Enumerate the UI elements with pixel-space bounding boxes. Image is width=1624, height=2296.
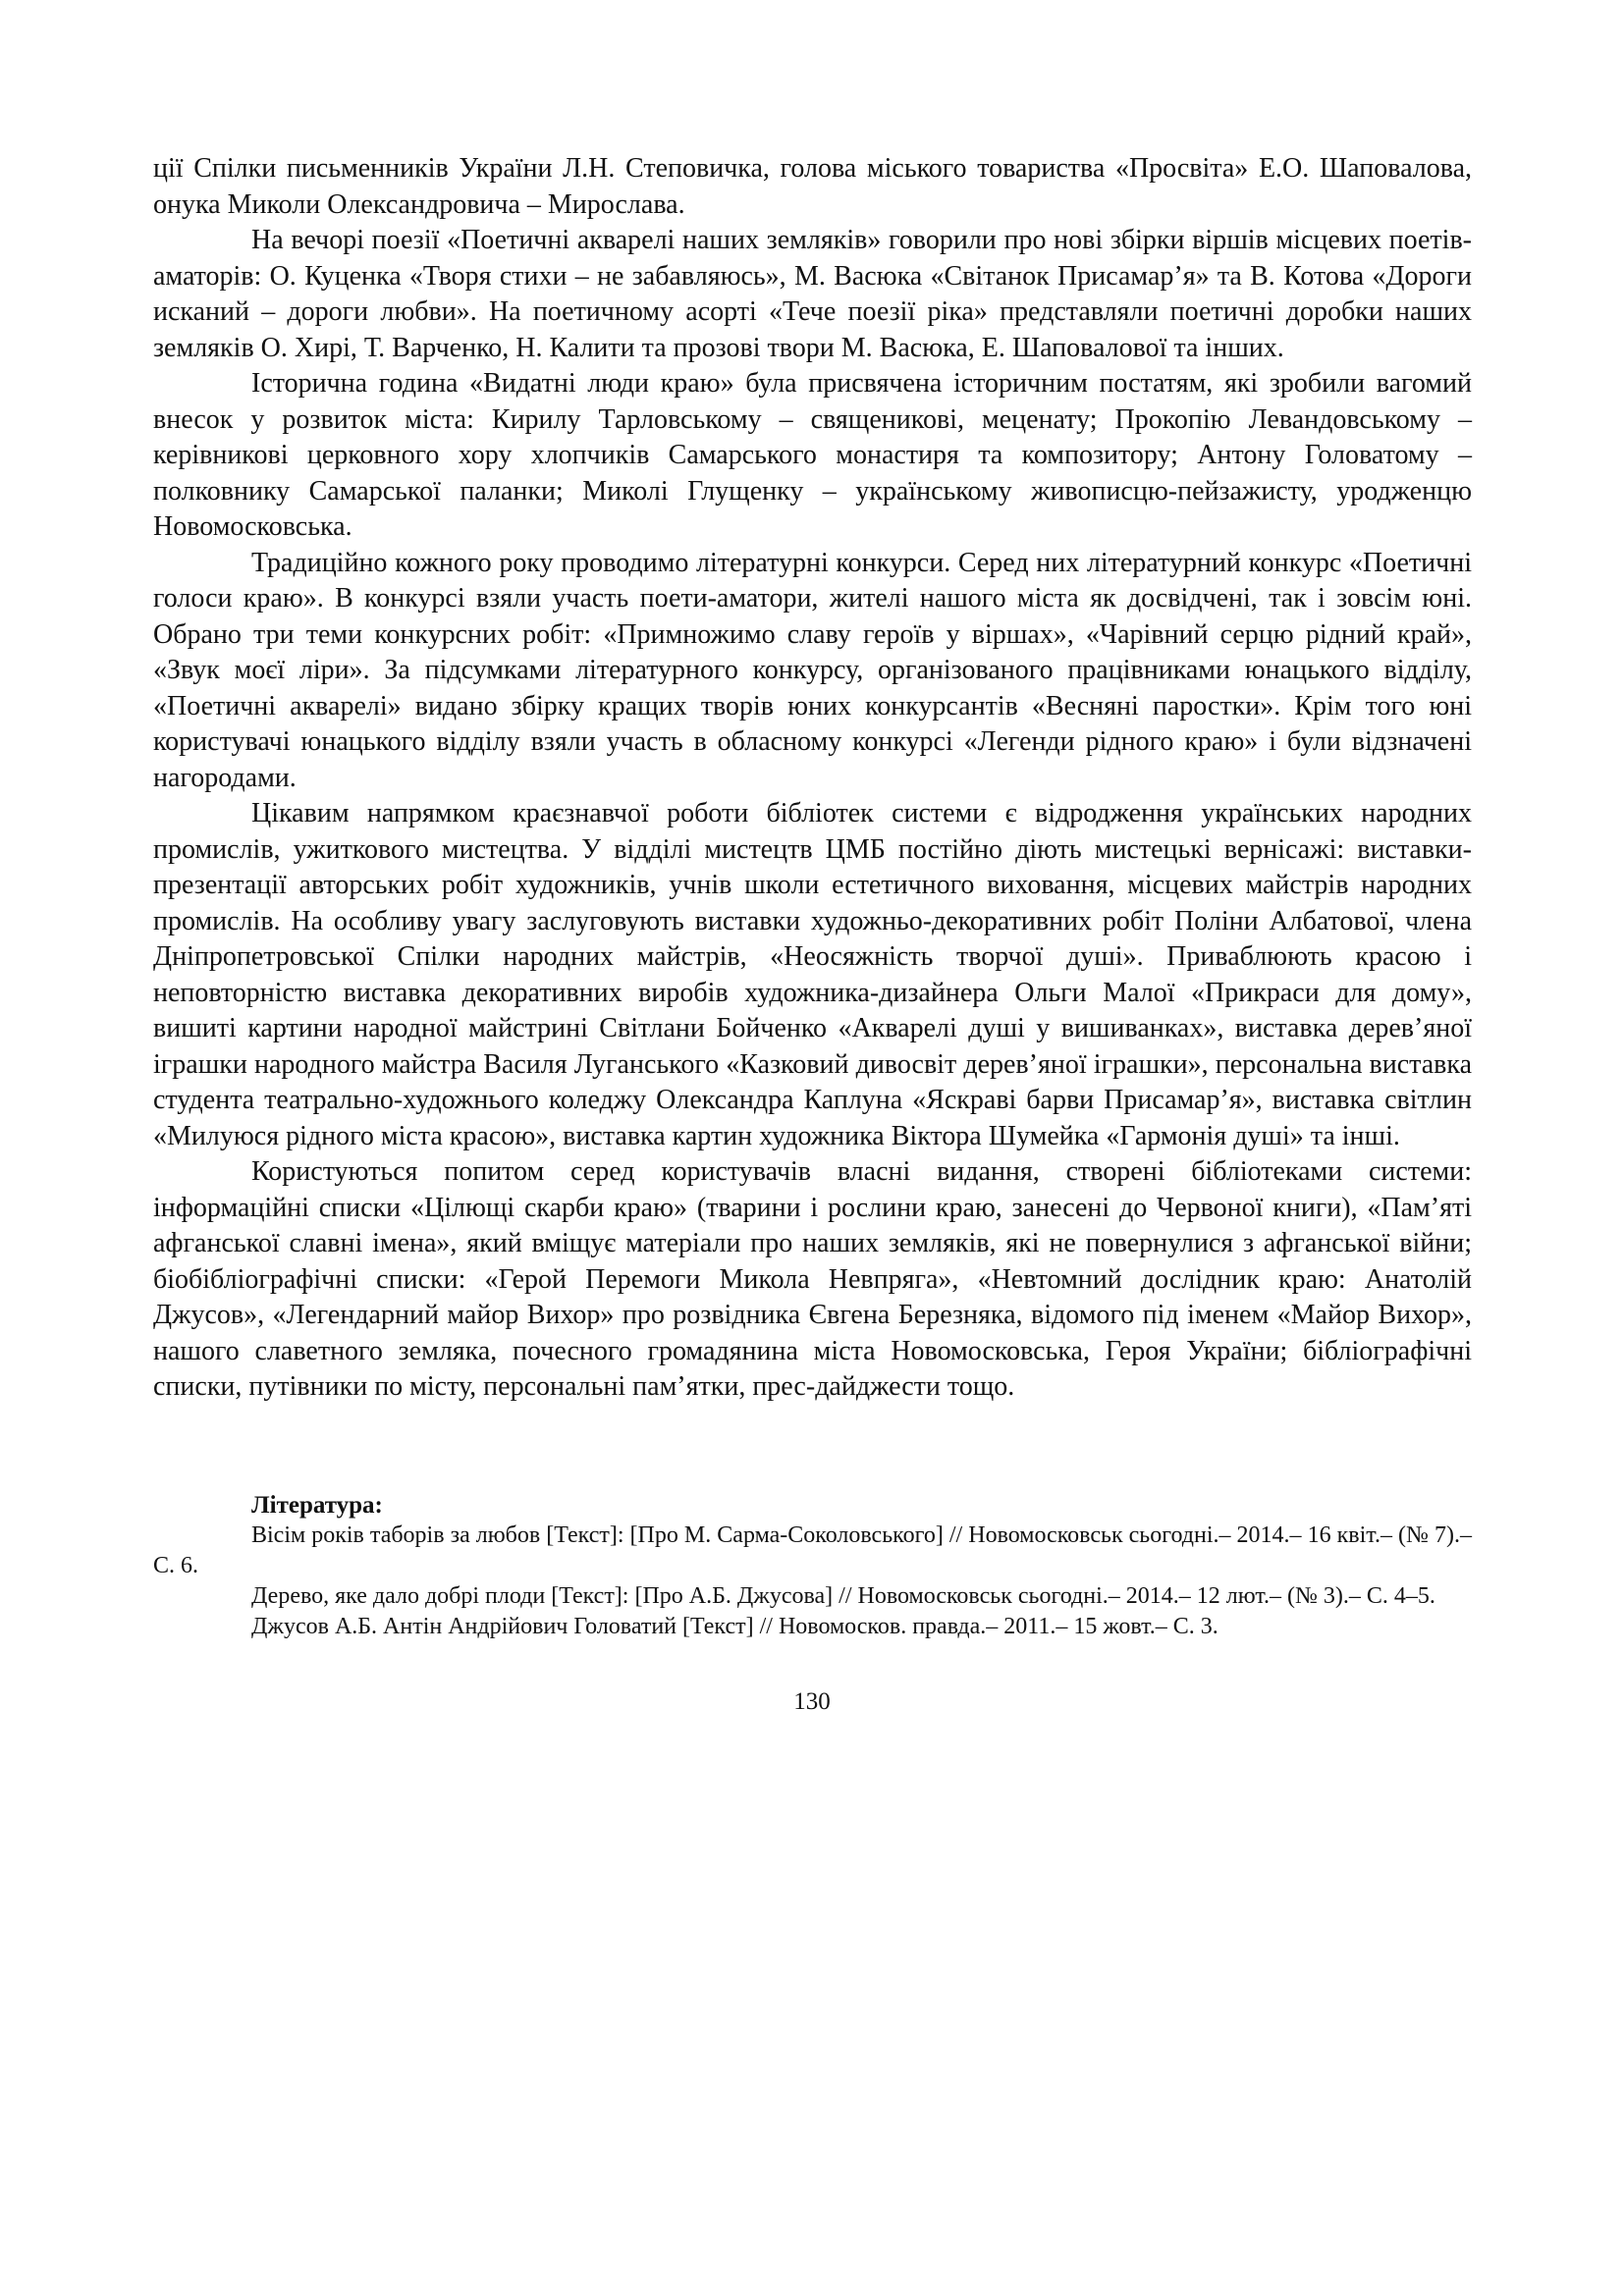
- paragraph-continuation: ції Спілки письменників України Л.Н. Степовичка, голова міського товариства «Просвіта» Е.О. Шаповалова, онука Миколи Олександровича – Мирослава.: [153, 153, 1472, 220]
- paragraph-folk-crafts: Цікавим напрямком краєзнавчої роботи бібліотек системи є відродження українських народних промислів, ужиткового мистецтва. У відділі мистецтв ЦМБ постійно діють мистецькі вернісажі: виставки-презентації авторських робіт художників, учнів школи естетичного виховання, місцевих майстрів народних промислів. На особливу увагу заслуговують виставки художньо-декоративних робіт Поліни Албатової, члена Дніпропетровської Спілки народних майстрів, «Неосяжність творчої душі». Приваблюють красою і неповторністю виставка декоративних виробів художника-дизайнера Ольги Малої «Прикраси для дому», вишиті картини народної майстрині Світлани Бойченко «Акварелі душі у вишиванках», виставка дерев’яної іграшки народного майстра Василя Луганського «Казковий дивосвіт дерев’яної іграшки», персональна виставка студента театрально-художнього коледжу Олександра Каплуна «Яскраві барви Присамар’я», виставка світлин «Милуюся рідного міста красою», виставка картин художника Віктора Шумейка «Гармонія душі» та інші.: [153, 798, 1472, 1151]
- page-number: 130: [793, 1688, 831, 1715]
- paragraph-literary-contests: Традиційно кожного року проводимо літературні конкурси. Серед них літературний конкурс «Поетичні голоси краю». В конкурсі взяли участь поети-аматори, жителі нашого міста як досвідчені, так і зовсім юні. Обрано три теми конкурсних робіт: «Примножимо славу героїв у віршах», «Чарівний серцю рідний край», «Звук моєї ліри». За підсумками літературного конкурсу, організованого працівниками юнацького відділу, «Поетичні акварелі» видано збірку кращих творів юних конкурсантів «Весняні паростки». Крім того юні користувачі юнацького відділу взяли участь в обласному конкурсі «Легенди рідного краю» і були відзначені нагородами.: [153, 547, 1472, 793]
- literature-item: Дерево, яке дало добрі плоди [Текст]: [Про А.Б. Джусова] // Новомосковськ сьогодні.– 2014.– 12 лют.– (№ 3).– С. 4–5.: [251, 1583, 1435, 1609]
- body-text: [153, 151, 1472, 1406]
- paragraph-history-hour: Історична година «Видатні люди краю» була присвячена історичним постатям, які зробили вагомий внесок у розвиток міста: Кирилу Тарловському – священикові, меценату; Прокопію Левандовському – керівникові церковного хору хлопчиків Самарського монастиря та композитору; Антону Головатому – полковнику Самарської паланки; Миколі Глущенку – українському живописцю-пейзажисту, уродженцю Новомосковська.: [153, 368, 1472, 542]
- literature-item: Вісім років таборів за любов [Текст]: [Про М. Сарма-Соколовського] // Новомосковськ сьогодні.– 2014.– 16 квіт.– (№ 7).– С. 6.: [153, 1522, 1472, 1578]
- literature-section: [153, 1490, 1472, 1642]
- literature-item: Джусов А.Б. Антін Андрійович Головатий [Текст] // Новомосков. правда.– 2011.– 15 жовт.– С. 3.: [251, 1614, 1218, 1639]
- paragraph-publications: Користуються попитом серед користувачів власні видання, створені бібліотеками системи: інформаційні списки «Цілющі скарби краю» (тварини і рослини краю, занесені до Червоної книги), «Пам’яті афганської славні імена», який вміщує матеріали про наших земляків, які не повернулися з афганської війни; біобібліографічні списки: «Герой Перемоги Микола Невпряга», «Невтомний дослідник краю: Анатолій Джусов», «Легендарний майор Вихор» про розвідника Євгена Березняка, відомого під іменем «Майор Вихор», нашого славетного земляка, почесного громадянина міста Новомосковська, Героя України; бібліографічні списки, путівники по місту, персональні пам’ятки, прес-дайджести тощо.: [153, 1156, 1472, 1402]
- literature-heading: Література:: [251, 1492, 383, 1519]
- paragraph-poetry-evening: На вечорі поезії «Поетичні акварелі наших земляків» говорили про нові збірки віршів місцевих поетів- аматорів: О. Куценка «Творя стихи – не забавляюсь», М. Васюка «Світанок Присамар’я» та В. Котова «Дороги исканий – дороги любви». На поетичному асорті «Тече поезії ріка» представляли поетичні доробки наших земляків О. Хирі, Т. Варченко, Н. Калити та прозові твори М. Васюка, Е. Шаповалової та інших.: [153, 225, 1472, 363]
